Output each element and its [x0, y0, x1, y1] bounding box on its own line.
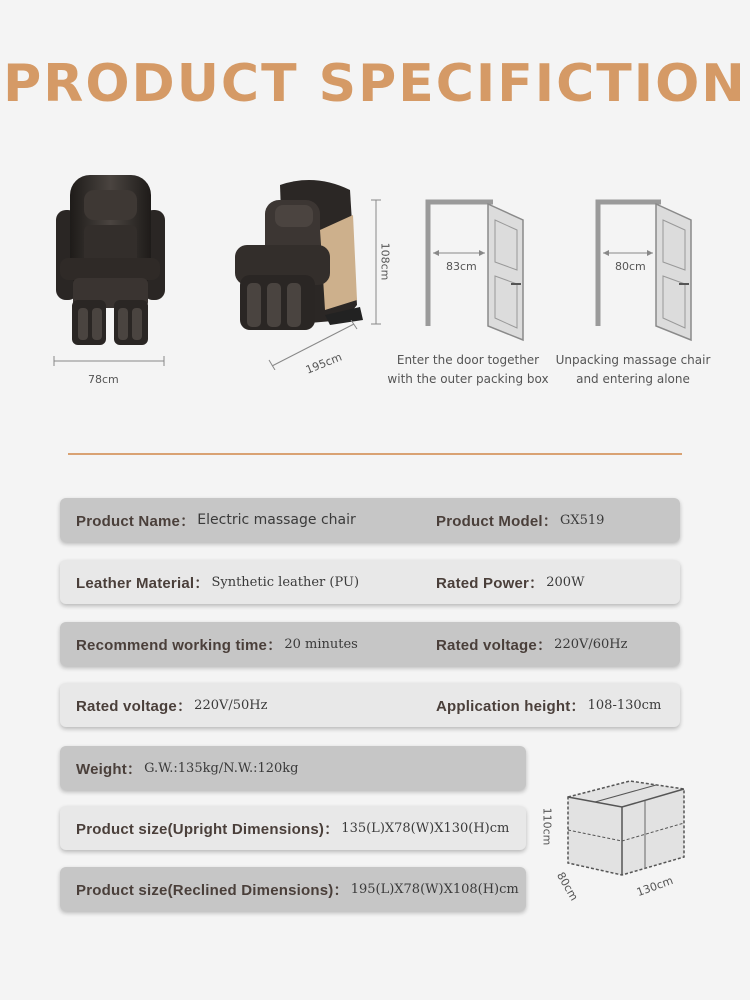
door-with-box-image — [425, 198, 530, 343]
box-height-label: 110cm — [540, 807, 554, 846]
spec-row-product-name: Product Name： Electric massage chair Product Model： GX519 — [60, 498, 680, 542]
box-length-label: 130cm — [634, 873, 675, 900]
box-depth-label: 80cm — [554, 869, 581, 904]
spec-row-working-time: Recommend working time： 20 minutes Rated voltage： 220V/60Hz — [60, 622, 680, 666]
door2-width-label: 80cm — [615, 260, 646, 273]
door2-caption: Unpacking massage chair and entering alone — [555, 353, 711, 386]
spec-row-reclined-size: Product size(Reclined Dimensions)： 195(L)X78(W)X108(H)cm — [60, 867, 526, 911]
door1-width-label: 83cm — [446, 260, 477, 273]
spec-row-weight: Weight： G.W.:135kg/N.W.:120kg — [60, 746, 526, 790]
spec-row-upright-size: Product size(Upright Dimensions)： 135(L)X78(W)X130(H)cm — [60, 806, 526, 850]
chair-front-image — [48, 170, 173, 355]
packing-box-image — [560, 775, 690, 885]
section-divider — [68, 453, 682, 455]
front-width-dimension-line — [52, 355, 166, 367]
page-title: PRODUCT SPECIFICTION — [3, 54, 747, 114]
spec-row-leather: Leather Material： Synthetic leather (PU) Rated Power： 200W — [60, 560, 680, 604]
spec-row-voltage: Rated voltage： 220V/50Hz Application height： 108-130cm — [60, 683, 680, 727]
front-width-label: 78cm — [88, 373, 119, 386]
side-height-label: 108cm — [378, 242, 392, 281]
door1-caption: Enter the door together with the outer packing box — [387, 353, 549, 386]
side-length-label: 195cm — [303, 350, 344, 377]
